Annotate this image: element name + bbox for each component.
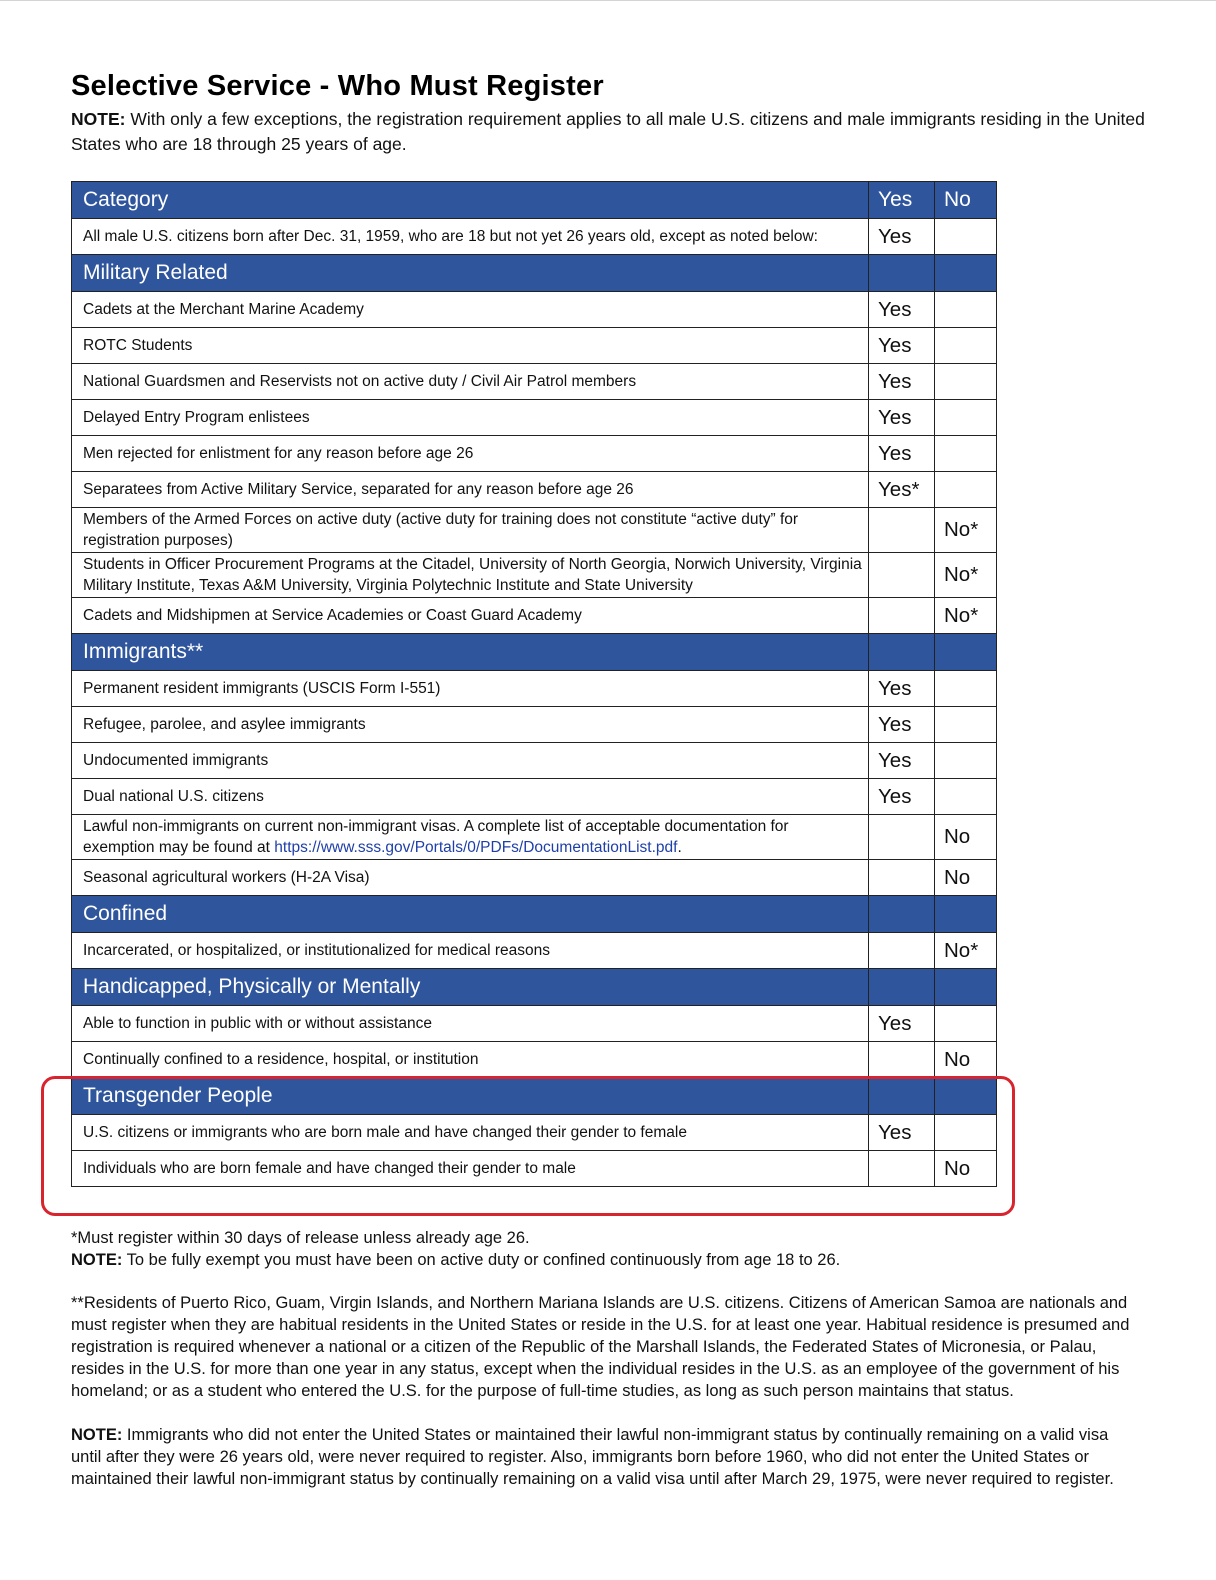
table-row bbox=[72, 1115, 997, 1151]
footnote-residents bbox=[71, 1292, 1141, 1402]
row-yes-answer bbox=[869, 598, 935, 634]
row-category-text bbox=[72, 815, 869, 860]
row-category-label: Able to function in public with or without assistance bbox=[83, 1015, 432, 1032]
row-category-label: Dual national U.S. citizens bbox=[83, 788, 264, 805]
row-no-answer bbox=[935, 1115, 997, 1151]
row-category-text bbox=[72, 292, 869, 328]
note-label: NOTE: bbox=[71, 109, 126, 129]
row-no-answer bbox=[935, 1006, 997, 1042]
row-category-text bbox=[72, 1151, 869, 1187]
section-no-cell bbox=[935, 255, 997, 292]
footnote-exempt-note bbox=[71, 1249, 1141, 1271]
table-row bbox=[72, 933, 997, 969]
row-category-text bbox=[72, 707, 869, 743]
footnote-immigrants-note bbox=[71, 1424, 1141, 1490]
row-category-text bbox=[72, 436, 869, 472]
row-no-answer: No bbox=[935, 1042, 997, 1078]
row-no-answer bbox=[935, 436, 997, 472]
section-header-row bbox=[72, 255, 997, 292]
row-yes-answer bbox=[869, 553, 935, 598]
row-no-answer bbox=[935, 219, 997, 255]
header-no: No bbox=[935, 182, 997, 219]
row-yes-answer bbox=[869, 815, 935, 860]
footnote-immigrants-text: Immigrants who did not enter the United States or maintained their lawful non-immigrant status by continually remaining on a valid visa until after they were 26 years old, were never required to register. Also, immigrants born before 1960, who did not enter the United States or maintained their lawful non-immigrant status by continually remaining on a valid visa until after March 29, 1975, were never required to register. bbox=[71, 1426, 1114, 1488]
row-no-answer: No* bbox=[935, 598, 997, 634]
row-no-answer: No* bbox=[935, 553, 997, 598]
row-category-label: Seasonal agricultural workers (H-2A Visa) bbox=[83, 869, 370, 886]
row-no-answer bbox=[935, 779, 997, 815]
section-title: Confined bbox=[72, 896, 869, 933]
row-category-text bbox=[72, 508, 869, 553]
row-no-answer bbox=[935, 743, 997, 779]
row-yes-answer bbox=[869, 933, 935, 969]
footnote-immigrants bbox=[71, 1424, 1141, 1490]
footnote-immigrants-label: NOTE: bbox=[71, 1426, 123, 1444]
section-title: Handicapped, Physically or Mentally bbox=[72, 969, 869, 1006]
section-header-row bbox=[72, 634, 997, 671]
row-yes-answer bbox=[869, 508, 935, 553]
table-row bbox=[72, 1006, 997, 1042]
row-yes-answer: Yes bbox=[869, 779, 935, 815]
section-yes-cell bbox=[869, 896, 935, 933]
section-header-row bbox=[72, 1078, 997, 1115]
table-header-row bbox=[72, 182, 997, 219]
row-yes-answer: Yes bbox=[869, 707, 935, 743]
row-no-answer bbox=[935, 364, 997, 400]
row-yes-answer: Yes* bbox=[869, 472, 935, 508]
row-category-label: National Guardsmen and Reservists not on active duty / Civil Air Patrol members bbox=[83, 373, 637, 390]
row-category-text bbox=[72, 472, 869, 508]
row-category-text bbox=[72, 743, 869, 779]
registration-table bbox=[71, 181, 997, 1187]
row-category-label: Students in Officer Procurement Programs at the Citadel, University of North Georgia, Norwich University, Virginia Military Institute, Texas A&M University, Virginia Polytechnic Institute and State University bbox=[83, 556, 862, 594]
table-row bbox=[72, 436, 997, 472]
row-category-label: Undocumented immigrants bbox=[83, 752, 269, 769]
table-row bbox=[72, 598, 997, 634]
row-category-text bbox=[72, 1006, 869, 1042]
section-title: Military Related bbox=[72, 255, 869, 292]
section-title: Immigrants** bbox=[72, 634, 869, 671]
row-no-answer bbox=[935, 328, 997, 364]
row-category-text bbox=[72, 219, 869, 255]
footnote-exempt-text: To be fully exempt you must have been on active duty or confined continuously from age 18 to 26. bbox=[122, 1251, 841, 1269]
intro-note bbox=[71, 107, 1161, 157]
footnote-block-release bbox=[71, 1227, 1141, 1271]
note-text: With only a few exceptions, the registration requirement applies to all male U.S. citizens and male immigrants residing in the United States who are 18 through 25 years of age. bbox=[71, 109, 1145, 154]
row-category-text bbox=[72, 1042, 869, 1078]
row-yes-answer: Yes bbox=[869, 219, 935, 255]
row-category-label: ROTC Students bbox=[83, 337, 193, 354]
row-yes-answer: Yes bbox=[869, 1006, 935, 1042]
footnote-residents-text: **Residents of Puerto Rico, Guam, Virgin Islands, and Northern Mariana Islands are U.S. citizens. Citizens of American Samoa are nationals and must register when they are habitual residents in the United States or reside in the U.S. for at least one year. Habitual residence is presumed and registration is required whenever a national or a citizen of the Republic of the Marshall Islands, the Federated States of Micronesia, or Palau, resides in the U.S. for more than one year in any status, except when the individual resides in the U.S. as an employee of the government of his homeland; or as a student who entered the U.S. for the purpose of full-time studies, as long as such person maintains that status. bbox=[71, 1294, 1130, 1400]
row-category-text bbox=[72, 328, 869, 364]
table-row bbox=[72, 364, 997, 400]
header-category: Category bbox=[72, 182, 869, 219]
row-category-text bbox=[72, 400, 869, 436]
section-yes-cell bbox=[869, 1078, 935, 1115]
row-category-text bbox=[72, 364, 869, 400]
row-category-label: Delayed Entry Program enlistees bbox=[83, 409, 310, 426]
table-row bbox=[72, 328, 997, 364]
section-no-cell bbox=[935, 969, 997, 1006]
row-no-answer bbox=[935, 472, 997, 508]
row-category-text bbox=[72, 1115, 869, 1151]
row-no-answer: No bbox=[935, 1151, 997, 1187]
row-yes-answer bbox=[869, 1042, 935, 1078]
section-header-row bbox=[72, 896, 997, 933]
table-row bbox=[72, 292, 997, 328]
row-category-label: Individuals who are born female and have changed their gender to male bbox=[83, 1160, 576, 1177]
table-row bbox=[72, 860, 997, 896]
row-category-text bbox=[72, 933, 869, 969]
table-row bbox=[72, 707, 997, 743]
row-yes-answer: Yes bbox=[869, 671, 935, 707]
section-no-cell bbox=[935, 634, 997, 671]
section-no-cell bbox=[935, 1078, 997, 1115]
section-title: Transgender People bbox=[72, 1078, 869, 1115]
row-yes-answer: Yes bbox=[869, 292, 935, 328]
row-category-label: Refugee, parolee, and asylee immigrants bbox=[83, 716, 366, 733]
row-category-label: Lawful non-immigrants on current non-immigrant visas. A complete list of acceptable documentation for exemption may be found at bbox=[83, 818, 789, 856]
row-yes-answer bbox=[869, 1151, 935, 1187]
row-category-label: Incarcerated, or hospitalized, or institutionalized for medical reasons bbox=[83, 942, 550, 959]
row-yes-answer: Yes bbox=[869, 436, 935, 472]
table-row bbox=[72, 508, 997, 553]
table-row bbox=[72, 1042, 997, 1078]
row-yes-answer: Yes bbox=[869, 364, 935, 400]
table-row bbox=[72, 553, 997, 598]
row-yes-answer: Yes bbox=[869, 400, 935, 436]
section-yes-cell bbox=[869, 969, 935, 1006]
row-category-label: All male U.S. citizens born after Dec. 31, 1959, who are 18 but not yet 26 years old, except as noted below: bbox=[83, 228, 818, 245]
section-no-cell bbox=[935, 896, 997, 933]
table-row bbox=[72, 400, 997, 436]
row-yes-answer: Yes bbox=[869, 1115, 935, 1151]
row-category-label: Permanent resident immigrants (USCIS Form I-551) bbox=[83, 680, 441, 697]
page-top-border bbox=[0, 0, 1216, 1]
row-category-text bbox=[72, 779, 869, 815]
row-yes-answer: Yes bbox=[869, 328, 935, 364]
footnote-release: *Must register within 30 days of release unless already age 26. bbox=[71, 1229, 530, 1247]
row-no-answer bbox=[935, 292, 997, 328]
row-no-answer: No bbox=[935, 815, 997, 860]
section-yes-cell bbox=[869, 634, 935, 671]
row-category-label: Cadets at the Merchant Marine Academy bbox=[83, 301, 364, 318]
row-category-label: Men rejected for enlistment for any reason before age 26 bbox=[83, 445, 474, 462]
row-no-answer: No* bbox=[935, 508, 997, 553]
row-no-answer: No bbox=[935, 860, 997, 896]
row-category-text bbox=[72, 860, 869, 896]
table-row bbox=[72, 743, 997, 779]
table-row bbox=[72, 219, 997, 255]
table-row bbox=[72, 671, 997, 707]
row-category-text bbox=[72, 598, 869, 634]
row-no-answer bbox=[935, 707, 997, 743]
header-yes: Yes bbox=[869, 182, 935, 219]
row-category-text bbox=[72, 671, 869, 707]
table-row bbox=[72, 779, 997, 815]
row-yes-answer: Yes bbox=[869, 743, 935, 779]
row-category-label: Cadets and Midshipmen at Service Academies or Coast Guard Academy bbox=[83, 607, 582, 624]
page-title: Selective Service - Who Must Register bbox=[71, 70, 604, 102]
section-yes-cell bbox=[869, 255, 935, 292]
documentation-list-link[interactable]: https://www.sss.gov/Portals/0/PDFs/DocumentationList.pdf bbox=[274, 839, 678, 856]
row-category-suffix: . bbox=[677, 839, 682, 856]
row-category-label: Members of the Armed Forces on active duty (active duty for training does not constitute “active duty” for registration purposes) bbox=[83, 511, 799, 549]
row-no-answer: No* bbox=[935, 933, 997, 969]
row-no-answer bbox=[935, 400, 997, 436]
section-header-row bbox=[72, 969, 997, 1006]
table-row bbox=[72, 1151, 997, 1187]
row-yes-answer bbox=[869, 860, 935, 896]
table-row bbox=[72, 815, 997, 860]
row-category-text bbox=[72, 553, 869, 598]
row-category-label: Separatees from Active Military Service, separated for any reason before age 26 bbox=[83, 481, 634, 498]
row-no-answer bbox=[935, 671, 997, 707]
row-category-label: U.S. citizens or immigrants who are born male and have changed their gender to female bbox=[83, 1124, 687, 1141]
row-category-label: Continually confined to a residence, hospital, or institution bbox=[83, 1051, 479, 1068]
footnote-exempt-label: NOTE: bbox=[71, 1251, 123, 1269]
table-row bbox=[72, 472, 997, 508]
